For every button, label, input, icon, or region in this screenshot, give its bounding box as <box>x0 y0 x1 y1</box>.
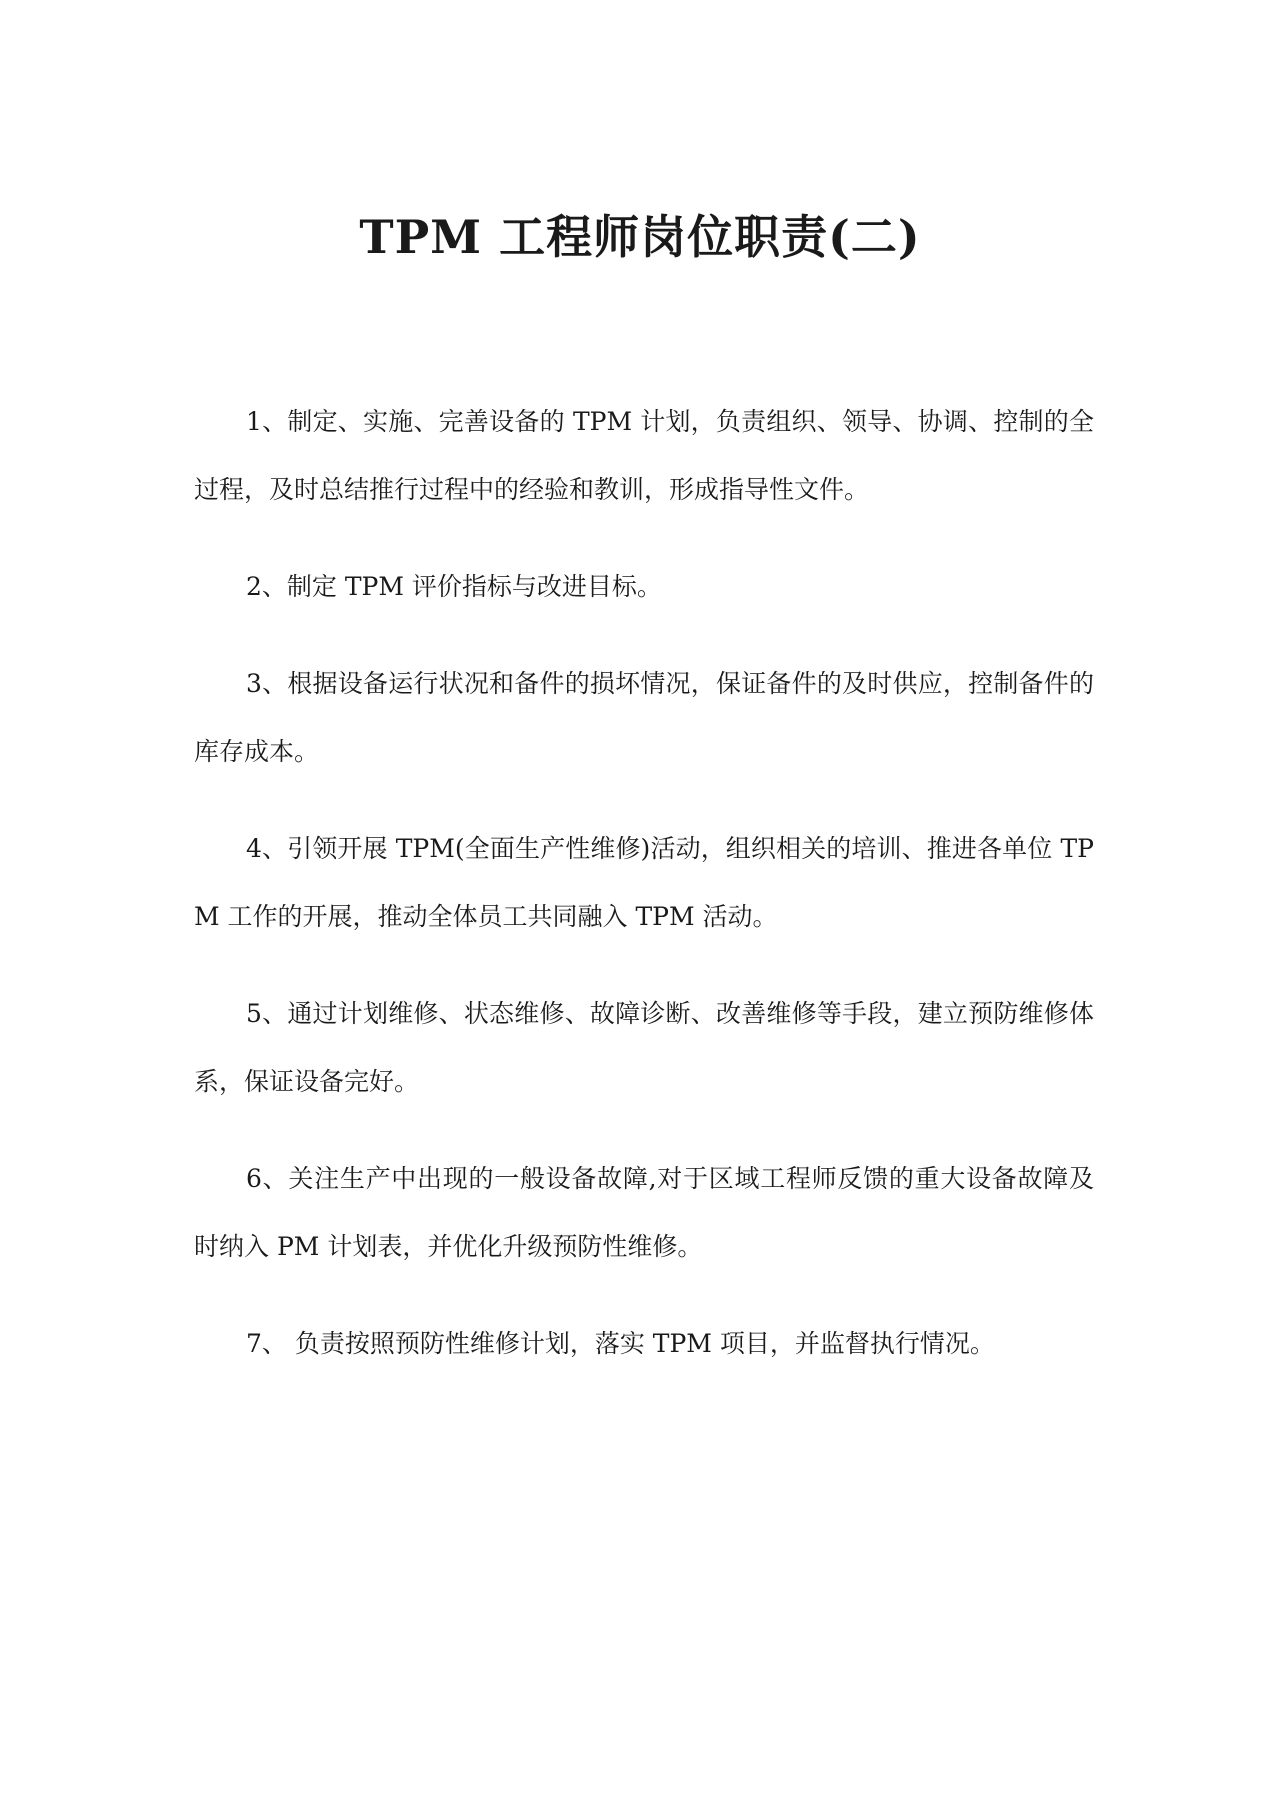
paragraph-7: 7、 负责按照预防性维修计划，落实 TPM 项目，并监督执行情况。 <box>246 1329 995 1358</box>
paragraph-1: 1、制定、实施、完善设备的 TPM 计划，负责组织、领导、协调、控制的全过程，及时总结推行过程中的经验和教训，形成指导性文件。 <box>194 407 1094 504</box>
paragraph-2: 2、制定 TPM 评价指标与改进目标。 <box>246 572 662 601</box>
paragraph-3: 3、根据设备运行状况和备件的损坏情况，保证备件的及时供应，控制备件的库存成本。 <box>194 669 1094 766</box>
paragraph-5: 5、通过计划维修、状态维修、故障诊断、改善维修等手段，建立预防维修体系，保证设备完好。 <box>194 999 1094 1096</box>
document-title: TPM 工程师岗位职责(二) <box>359 209 921 264</box>
document-body <box>194 388 1094 1407</box>
paragraph-6: 6、关注生产中出现的一般设备故障,对于区域工程师反馈的重大设备故障及时纳入 PM 计划表，并优化升级预防性维修。 <box>194 1164 1094 1261</box>
paragraph-4: 4、引领开展 TPM(全面生产性维修)活动，组织相关的培训、推进各单位 TPM 工作的开展，推动全体员工共同融入 TPM 活动。 <box>194 834 1094 931</box>
